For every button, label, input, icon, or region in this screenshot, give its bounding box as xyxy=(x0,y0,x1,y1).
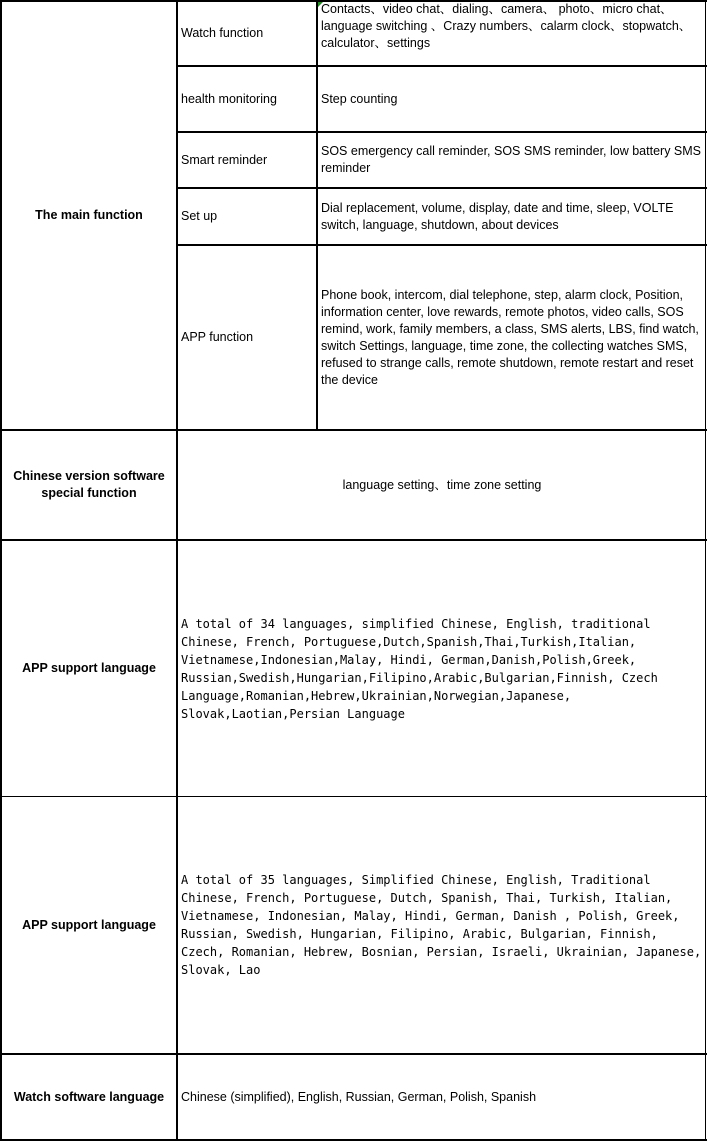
section-header-app-language-2 xyxy=(2,797,176,1053)
value-text: SOS emergency call reminder, SOS SMS reminder, low battery SMS reminder xyxy=(321,144,701,175)
section-header-watch-language xyxy=(2,1055,176,1139)
section-header-app-language-1 xyxy=(2,541,176,796)
row-value-health-monitoring xyxy=(318,67,705,131)
label-text: Smart reminder xyxy=(181,152,268,167)
value-text: A total of 34 languages, simplified Chinese, English, traditional Chinese, French, Portuguese,Dutch,Spanish,Thai,Turkish,Italian, Vietnamese,Indonesian,Malay, Hindi, German,Danish,Polish,Greek, Russian,Swedish,Hungarian,Filipino,Arabic,Bulgarian,Finnish, Czech Language,Romanian,Hebrew,Ukrainian,Norwegian,Japanese, Slovak,Laotian,Persian Language xyxy=(181,616,658,721)
row-label-app-function xyxy=(178,246,316,429)
value-text: language setting、time zone setting xyxy=(342,477,542,492)
row-label-smart-reminder xyxy=(178,133,316,187)
app-language-2-value xyxy=(178,797,705,1053)
header-text: Watch software language xyxy=(13,1089,165,1104)
chinese-version-value xyxy=(178,431,705,539)
value-text: Phone book, intercom, dial telephone, step, alarm clock, Position, information center, love rewards, remote photos, video calls, SOS remind, work, family members, a class, SMS alerts, LBS, find watch, switch Settings, language, time zone, the collecting watches SMS, refused to strange calls, remote shutdown, remote restart and reset the device xyxy=(321,287,699,387)
header-text: APP support language xyxy=(22,661,156,675)
section-header-chinese-version xyxy=(2,431,176,539)
row-label-watch-function xyxy=(178,2,316,65)
row-value-watch-function xyxy=(318,1,705,65)
row-value-app-function xyxy=(318,246,705,429)
value-text: Chinese (simplified), English, Russian, German, Polish, Spanish xyxy=(181,1089,537,1104)
row-label-health-monitoring xyxy=(178,67,316,131)
label-text: APP function xyxy=(181,330,254,344)
header-text: Chinese version software special function xyxy=(13,469,165,500)
value-text: Dial replacement, volume, display, date and time, sleep, VOLTE switch, language, shutdown, about devices xyxy=(321,200,674,232)
value-text: Contacts、video chat、dialing、camera、 photo、micro chat、language switching 、Crazy numbers、calarm clock、stopwatch、calculator、settings xyxy=(321,2,692,50)
label-text: Set up xyxy=(181,209,218,223)
row-value-set-up xyxy=(318,189,705,244)
section-header-main-function xyxy=(2,2,176,429)
value-text: Step counting xyxy=(321,91,398,106)
label-text: health monitoring xyxy=(181,91,277,106)
header-text: The main function xyxy=(35,208,143,222)
watch-language-value xyxy=(178,1055,705,1139)
header-text: APP support language xyxy=(22,917,156,932)
app-language-1-value xyxy=(178,541,705,796)
row-label-set-up xyxy=(178,189,316,244)
border-right xyxy=(705,0,706,1141)
label-text: Watch function xyxy=(181,26,264,40)
row-value-smart-reminder xyxy=(318,133,705,187)
value-text: A total of 35 languages, Simplified Chinese, English, Traditional Chinese, French, Portuguese, Dutch, Spanish, Thai, Turkish, Italian, Vietnamese, Indonesian, Malay, Hindi, German, Danish , Polish, Greek, Russian, Swedish, Hungarian, Filipino, Arabic, Bulgarian, Finnish, Czech, Romanian, Hebrew, Bosnian, Persian, Israeli, Ukrainian, Japanese, Slovak, Lao xyxy=(181,873,702,977)
